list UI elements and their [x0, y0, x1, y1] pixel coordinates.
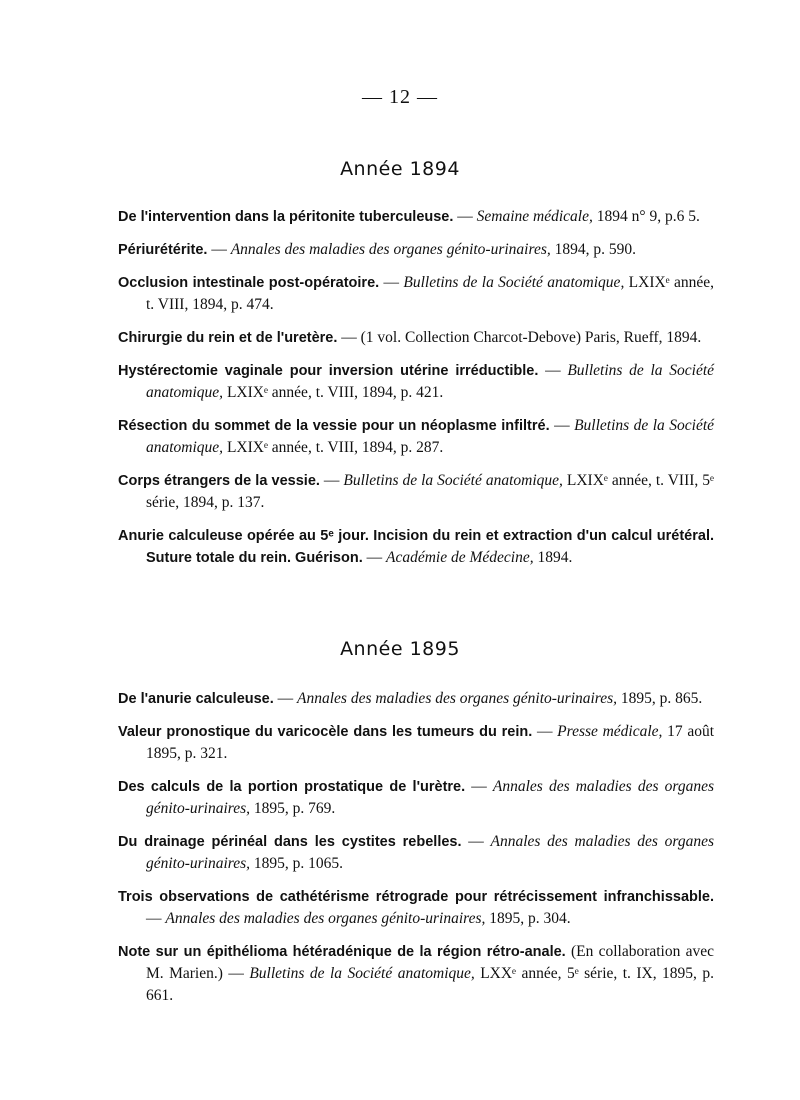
bibliography-entry	[118, 525, 714, 569]
entry-title: Des calculs de la portion prostatique de l'urètre.	[118, 779, 466, 795]
entry-source: Annales des maladies des organes génito-urinaires,	[146, 778, 714, 817]
entry-source: Presse médicale,	[557, 723, 663, 740]
bibliography-entry	[118, 470, 714, 514]
entry-title: Trois observations de cathétérisme rétrograde pour rétrécissement infranchissable.	[118, 889, 714, 905]
entry-source: Bulletins de la Société anatomique,	[146, 362, 715, 401]
bibliography-entry	[118, 688, 714, 710]
entry-source: Académie de Médecine,	[385, 549, 534, 566]
entry-separator: —	[337, 329, 361, 346]
section-heading-1894: Année 1894	[340, 158, 460, 180]
bibliography-entry	[118, 360, 714, 404]
entry-details: LXXᵉ année, 5ᵉ série, t. IX, 1895, p. 661.	[146, 965, 714, 1004]
entry-source: Bulletins de la Société anatomique,	[146, 417, 715, 456]
entry-details: 17 août 1895, p. 321.	[146, 723, 715, 762]
entry-source: Annales des maladies des organes génito-urinaires,	[297, 690, 618, 707]
entry-separator: —	[207, 241, 231, 258]
entry-details: 1895, p. 304.	[485, 910, 571, 927]
entry-source: Bulletins de la Société anatomique,	[403, 274, 625, 291]
bibliography-entry	[118, 272, 714, 316]
entry-details: 1894 n° 9, p.6 5.	[592, 208, 700, 225]
entry-separator: —	[146, 910, 166, 927]
bibliography-entry	[118, 721, 714, 765]
entry-separator: —	[461, 833, 491, 850]
entry-source: Semaine médicale,	[476, 208, 593, 225]
entry-details: 1894.	[533, 549, 573, 566]
entry-details: 1895, p. 769.	[250, 800, 336, 817]
bibliography-entry	[118, 239, 714, 261]
entry-source: Bulletins de la Société anatomique,	[343, 472, 563, 489]
entry-separator: —	[379, 274, 404, 291]
entry-details: 1895, p. 865.	[617, 690, 703, 707]
bibliography-entry	[118, 327, 714, 349]
entry-separator: —	[362, 549, 386, 566]
entry-separator: —	[532, 723, 558, 740]
entry-separator: —	[319, 472, 344, 489]
page-number: — 12 —	[362, 86, 438, 108]
entry-separator: —	[465, 778, 493, 795]
entry-details: LXIXᵉ année, t. VIII, 5ᵉ série, 1894, p. 137.	[146, 472, 714, 511]
entry-separator: —	[273, 690, 298, 707]
entry-details: LXIXᵉ année, t. VIII, 1894, p. 474.	[146, 274, 715, 313]
entry-title: Occlusion intestinale post-opératoire.	[118, 275, 380, 291]
entry-details: (1 vol. Collection Charcot-Debove) Paris, Rueff, 1894.	[360, 329, 702, 346]
bibliography-entry	[118, 206, 714, 228]
bibliography-entry	[118, 886, 714, 930]
entry-separator: —	[549, 417, 575, 434]
entry-title: Valeur pronostique du varicocèle dans les tumeurs du rein.	[118, 724, 533, 740]
entry-separator: —	[453, 208, 477, 225]
entry-details: LXIXᵉ année, t. VIII, 1894, p. 421.	[223, 384, 444, 401]
entry-details: 1895, p. 1065.	[250, 855, 344, 872]
entry-details: LXIXᵉ année, t. VIII, 1894, p. 287.	[223, 439, 444, 456]
entry-details: (En collaboration avec M. Marien.) —	[146, 943, 714, 982]
entry-source: Annales des maladies des organes génito-urinaires,	[146, 833, 714, 872]
bibliography-entry	[118, 831, 714, 875]
bibliography-entry	[118, 941, 714, 1007]
entry-source: Annales des maladies des organes génito-urinaires,	[165, 910, 486, 927]
entry-title: Anurie calculeuse opérée au 5ᵉ jour. Incision du rein et extraction d'un calcul urétéral. Suture totale du rein. Guérison.	[118, 528, 714, 566]
entry-details: 1894, p. 590.	[550, 241, 636, 258]
entry-title: Corps étrangers de la vessie.	[118, 473, 320, 489]
entry-title: Note sur un épithélioma hétéradénique de la région rétro-anale.	[118, 944, 566, 960]
bibliography-entry	[118, 415, 714, 459]
bibliography-list-1894	[118, 206, 714, 580]
entry-title: Résection du sommet de la vessie pour un néoplasme infiltré.	[118, 418, 550, 434]
entry-title: De l'anurie calculeuse.	[118, 691, 274, 707]
bibliography-entry	[118, 776, 714, 820]
entry-source: Bulletins de la Société anatomique,	[249, 965, 475, 982]
entry-title: De l'intervention dans la péritonite tuberculeuse.	[118, 209, 454, 225]
entry-title: Chirurgie du rein et de l'uretère.	[118, 330, 338, 346]
entry-title: Périurétérite.	[118, 242, 208, 258]
entry-separator: —	[538, 362, 568, 379]
entry-title: Hystérectomie vaginale pour inversion utérine irréductible.	[118, 363, 539, 379]
entry-title: Du drainage périnéal dans les cystites rebelles.	[118, 834, 462, 850]
section-heading-1895: Année 1895	[340, 638, 460, 660]
entry-source: Annales des maladies des organes génito-urinaires,	[230, 241, 551, 258]
bibliography-list-1895	[118, 688, 714, 1018]
